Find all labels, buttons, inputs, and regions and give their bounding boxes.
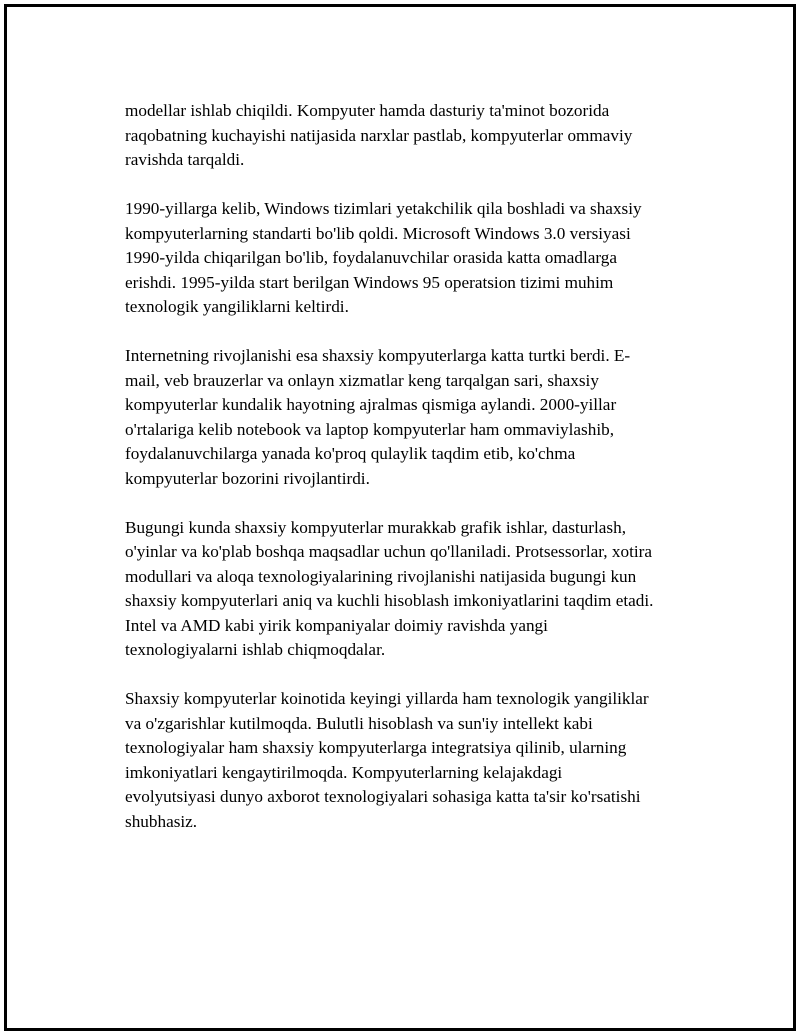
text-line: kompyuterlar bozorini rivojlantirdi. xyxy=(125,468,370,488)
paragraph-2 xyxy=(125,197,705,320)
paragraph-3 xyxy=(125,344,705,491)
text-line: foydalanuvchilarga yanada ko'proq qulaylik taqdim etib, ko'chma xyxy=(125,444,576,463)
text-line: o'rtalariga kelib notebook va laptop kompyuterlar ham ommaviylashib, xyxy=(125,419,614,439)
paragraph-1 xyxy=(125,99,705,173)
text-line: erishdi. 1995-yilda start berilgan Windows 95 operatsion tizimi muhim xyxy=(125,272,614,292)
text-line: texnologiyalar ham shaxsiy kompyuterlarga integratsiya qilinib, ularning xyxy=(125,738,627,757)
text-line: mail, veb brauzerlar va onlayn xizmatlar keng tarqalgan sari, shaxsiy xyxy=(125,370,599,390)
text-line: Bugungi kunda shaxsiy kompyuterlar murakkab grafik ishlar, dasturlash, xyxy=(125,517,626,537)
text-line: kompyuterlarning standarti bo'lib qoldi. Microsoft Windows 3.0 versiyasi xyxy=(125,223,631,243)
text-line: o'yinlar va ko'plab boshqa maqsadlar uchun qo'llaniladi. Protsessorlar, xotira xyxy=(125,542,652,561)
text-line: Shaxsiy kompyuterlar koinotida keyingi yillarda ham texnologik yangiliklar xyxy=(125,689,649,708)
text-line: Internetning rivojlanishi esa shaxsiy kompyuterlarga katta turtki berdi. E- xyxy=(125,346,631,365)
paragraph-5 xyxy=(125,687,705,834)
text-line: 1990-yilda chiqarilgan bo'lib, foydalanuvchilar orasida katta omadlarga xyxy=(125,248,617,267)
text-line: imkoniyatlari kengaytirilmoqda. Kompyuterlarning kelajakdagi xyxy=(125,762,563,782)
text-line: shaxsiy kompyuterlari aniq va kuchli hisoblash imkoniyatlarini taqdim etadi. xyxy=(125,591,654,610)
text-line: modellar ishlab chiqildi. Kompyuter hamda dasturiy ta'minot bozorida xyxy=(125,101,610,120)
page-frame xyxy=(4,4,796,1031)
paragraph-4 xyxy=(125,516,705,663)
text-line: va o'zgarishlar kutilmoqda. Bulutli hisoblash va sun'iy intellekt kabi xyxy=(125,713,593,733)
text-line: raqobatning kuchayishi natijasida narxlar pastlab, kompyuterlar ommaviy xyxy=(125,125,633,145)
text-line: kompyuterlar kundalik hayotning ajralmas qismiga aylandi. 2000-yillar xyxy=(125,395,617,414)
document-body xyxy=(125,99,705,859)
text-line: texnologik yangiliklarni keltirdi. xyxy=(125,297,349,316)
text-line: modullari va aloqa texnologiyalarining rivojlanishi natijasida bugungi kun xyxy=(125,566,637,586)
text-line: shubhasiz. xyxy=(125,811,198,831)
text-line: 1990-yillarga kelib, Windows tizimlari yetakchilik qila boshladi va shaxsiy xyxy=(125,199,642,218)
text-line: texnologiyalarni ishlab chiqmoqdalar. xyxy=(125,640,386,659)
text-line: ravishda tarqaldi. xyxy=(125,150,245,169)
text-line: Intel va AMD kabi yirik kompaniyalar doimiy ravishda yangi xyxy=(125,615,548,635)
text-line: evolyutsiyasi dunyo axborot texnologiyalari sohasiga katta ta'sir ko'rsatishi xyxy=(125,787,641,806)
